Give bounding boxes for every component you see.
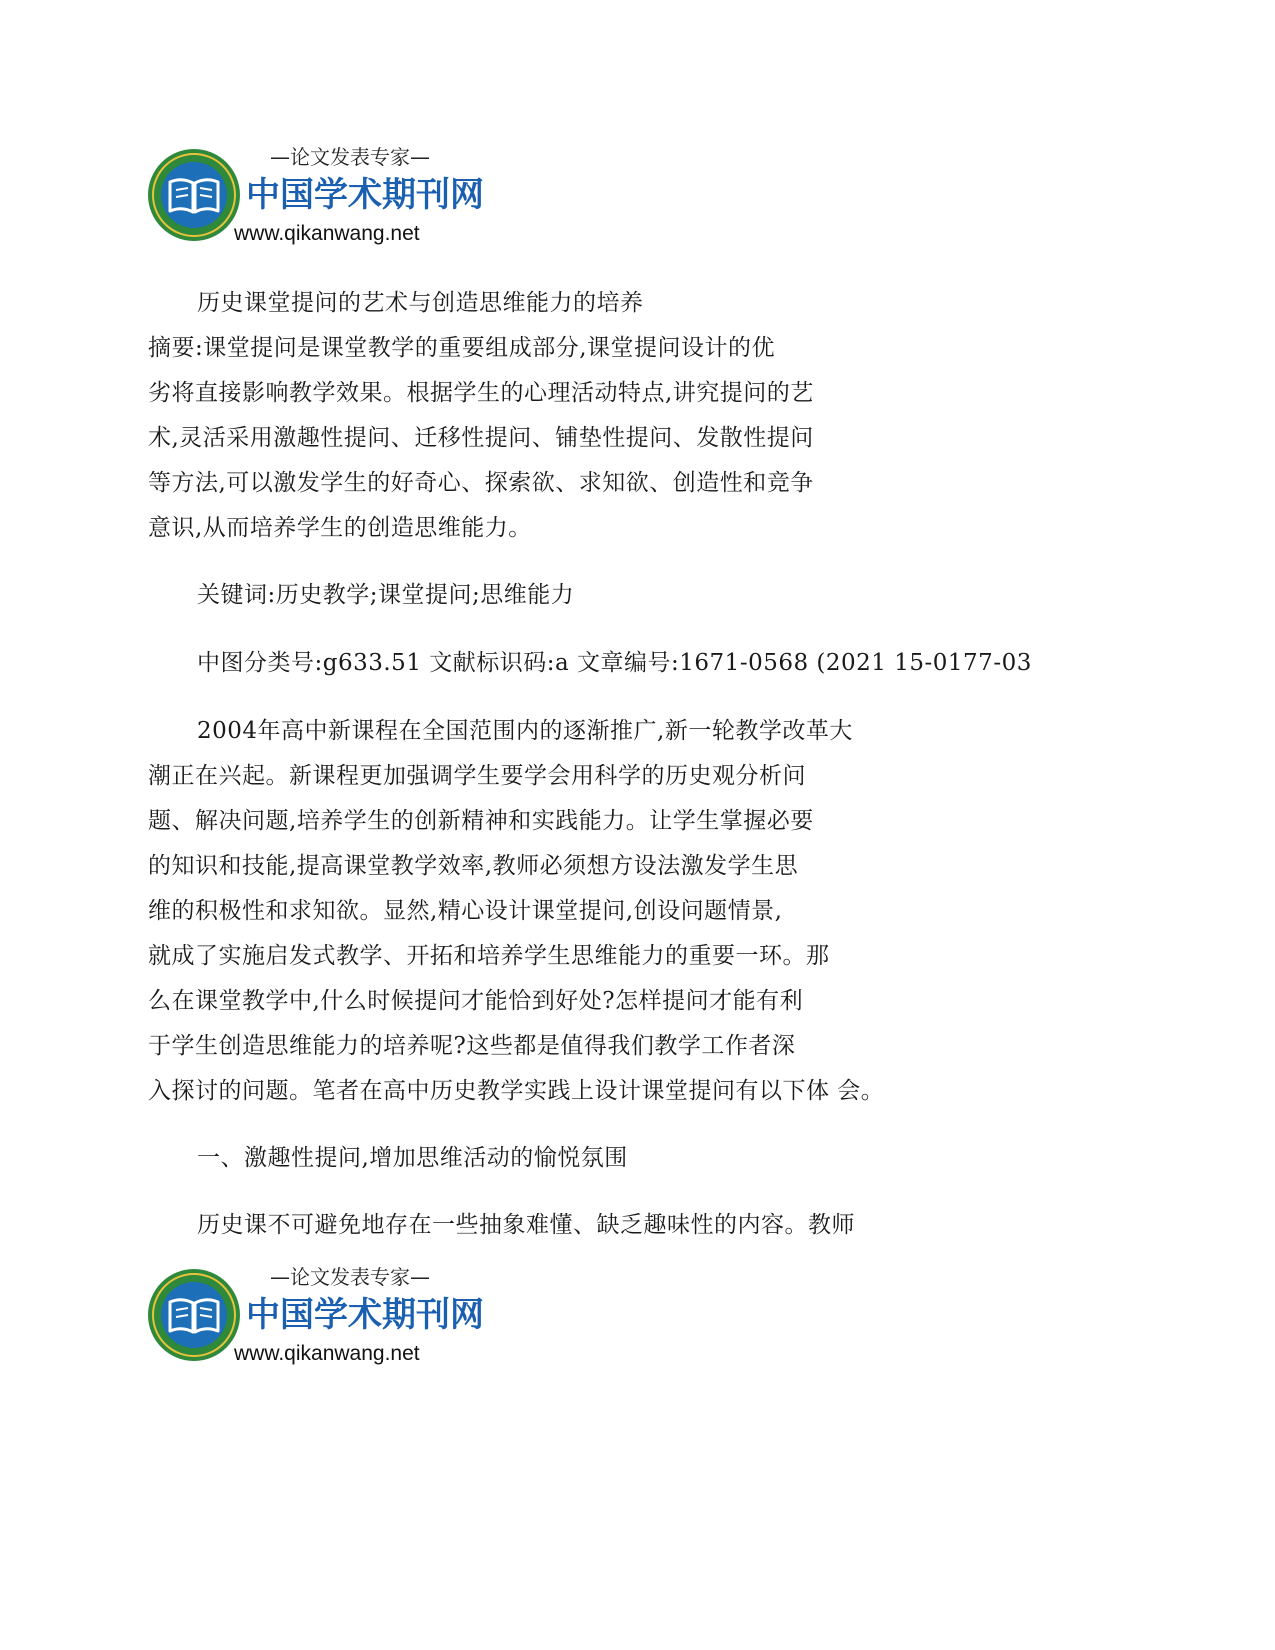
abstract-line: 术,灵活采用激趣性提问、迁移性提问、铺垫性提问、发散性提问 — [148, 425, 814, 451]
body-line: 2004年高中新课程在全国范围内的逐渐推广,新一轮教学改革大 — [197, 718, 853, 744]
logo-name: 中国学术期刊网 — [246, 175, 484, 215]
body-line: 维的积极性和求知欲。显然,精心设计课堂提问,创设问题情景, — [148, 898, 783, 924]
body-line: 么在课堂教学中,什么时候提问才能恰到好处?怎样提问才能有利 — [148, 988, 804, 1014]
journal-logo — [148, 140, 484, 252]
logo-url: www.qikanwang.net — [234, 1342, 420, 1365]
keywords: 关键词:历史教学;课堂提问;思维能力 — [197, 582, 575, 608]
document-title: 历史课堂提问的艺术与创造思维能力的培养 — [197, 290, 644, 316]
logo-slogan: —论文发表专家— — [270, 1265, 430, 1289]
journal-logo-footer — [148, 1260, 484, 1372]
logo-url: www.qikanwang.net — [234, 222, 420, 245]
abstract-line: 摘要:课堂提问是课堂教学的重要组成部分,课堂提问设计的优 — [148, 335, 776, 361]
abstract-line: 等方法,可以激发学生的好奇心、探索欲、求知欲、创造性和竞争 — [148, 470, 814, 496]
body-line: 入探讨的问题。笔者在高中历史教学实践上设计课堂提问有以下体 会。 — [148, 1078, 885, 1104]
body-line: 于学生创造思维能力的培养呢?这些都是值得我们教学工作者深 — [148, 1033, 796, 1059]
logo-graphic — [148, 1260, 484, 1372]
body-line: 的知识和技能,提高课堂教学效率,教师必须想方设法激发学生思 — [148, 853, 799, 879]
body-line: 题、解决问题,培养学生的创新精神和实践能力。让学生掌握必要 — [148, 808, 814, 834]
section-heading: 一、激趣性提问,增加思维活动的愉悦氛围 — [197, 1145, 628, 1171]
abstract-line: 劣将直接影响教学效果。根据学生的心理活动特点,讲究提问的艺 — [148, 380, 814, 406]
logo-graphic — [148, 140, 484, 252]
body-line: 就成了实施启发式教学、开拓和培养学生思维能力的重要一环。那 — [148, 943, 830, 969]
body-line: 潮正在兴起。新课程更加强调学生要学会用科学的历史观分析问 — [148, 763, 806, 789]
classification-info: 中图分类号:g633.51 文献标识码:a 文章编号:1671-0568 (2021 15-0177-03 — [197, 650, 1032, 676]
abstract-line: 意识,从而培养学生的创造思维能力。 — [148, 515, 532, 541]
body-line: 历史课不可避免地存在一些抽象难懂、缺乏趣味性的内容。教师 — [197, 1212, 855, 1238]
logo-name: 中国学术期刊网 — [246, 1295, 484, 1335]
logo-slogan: —论文发表专家— — [270, 145, 430, 169]
